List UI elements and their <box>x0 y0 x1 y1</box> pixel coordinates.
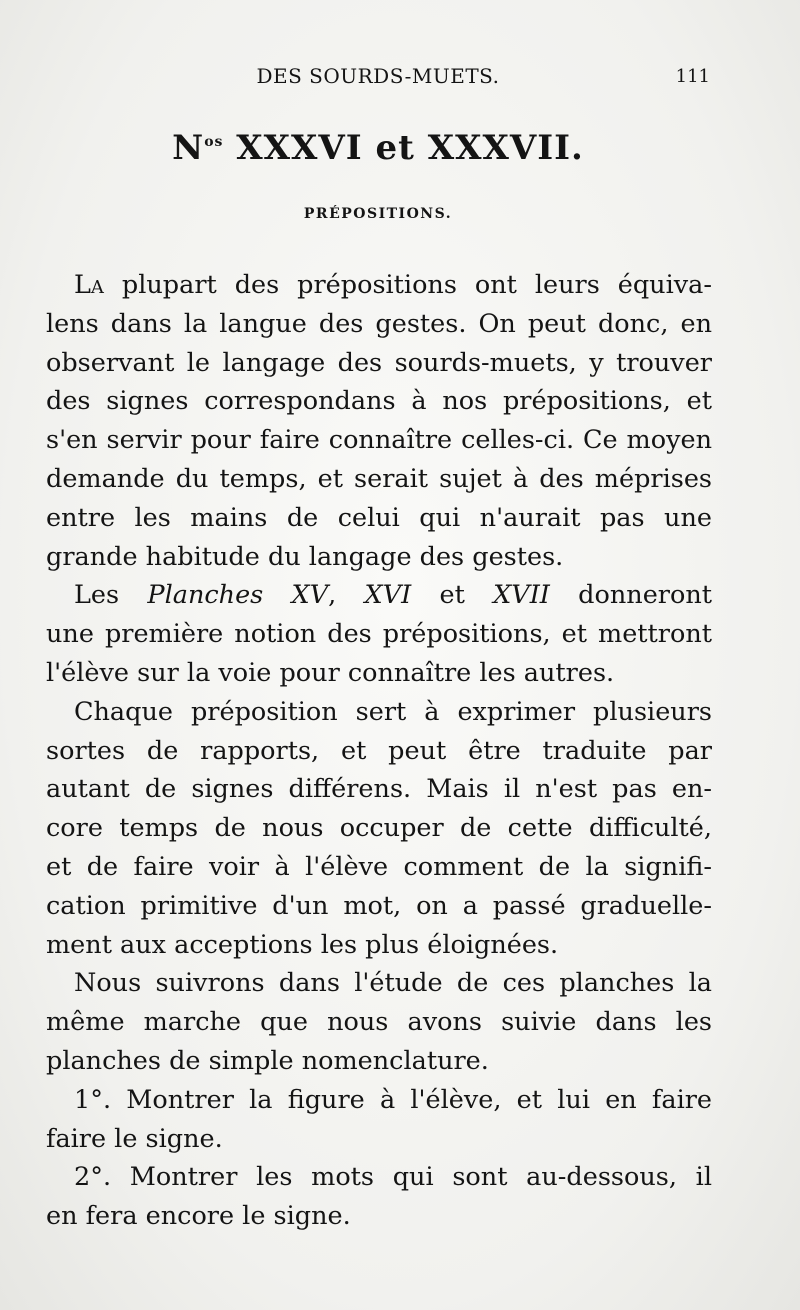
section-number-prefix: N <box>172 128 205 168</box>
page-number: 111 <box>675 66 710 87</box>
text-line: Chaque préposition sert à exprimer plusieurs <box>74 696 712 727</box>
line-text: Les <box>74 580 148 611</box>
text-line: Nous suivrons dans l'étude de ces planches la <box>74 968 712 999</box>
dropcap-word: La <box>74 270 104 300</box>
body-text <box>46 266 712 1236</box>
paragraph <box>46 964 712 1080</box>
line-text: et <box>411 580 494 611</box>
paragraph <box>46 693 712 965</box>
text-line: observant le langage des sourds-muets, y trouver <box>46 347 712 378</box>
plate-reference: XVI <box>364 580 412 611</box>
page-header <box>46 64 710 94</box>
text-line <box>46 266 712 305</box>
text-line: lens dans la langue des gestes. On peut donc, en <box>46 308 712 339</box>
text-line: et de faire voir à l'élève comment de la signifi- <box>46 851 712 882</box>
text-line: l'élève sur la voie pour connaître les autres. <box>46 657 615 688</box>
plate-reference: XVII <box>493 580 550 611</box>
text-line: faire le signe. <box>46 1123 223 1154</box>
text-line: une première notion des prépositions, et mettront <box>46 619 712 650</box>
text-line: ment aux acceptions les plus éloignées. <box>46 929 559 960</box>
section-number-sup: os <box>204 134 224 150</box>
paragraph <box>46 266 712 576</box>
paragraph <box>46 576 712 692</box>
text-line: cation primitive d'un mot, on a passé graduelle- <box>46 890 712 921</box>
line-text: donneront <box>549 580 713 611</box>
text-line: grande habitude du langage des gestes. <box>46 541 564 572</box>
text-line: des signes correspondans à nos prépositions, et <box>46 386 712 417</box>
text-line <box>46 576 712 615</box>
line-text: , <box>328 580 365 611</box>
text-line: en fera encore le signe. <box>46 1201 351 1232</box>
section-subtitle: PRÉPOSITIONS. <box>303 206 453 222</box>
text-line: entre les mains de celui qui n'aurait pas une <box>46 502 712 533</box>
line-text: plupart des prépositions ont leurs équiva- <box>103 270 712 300</box>
text-line: sortes de rapports, et peut être traduite par <box>46 735 712 766</box>
text-line: core temps de nous occuper de cette difficulté, <box>46 813 712 844</box>
plate-reference: Planches XV <box>147 580 329 611</box>
text-line: planches de simple nomenclature. <box>46 1045 489 1076</box>
paragraph <box>46 1081 712 1159</box>
paragraph <box>46 1158 712 1236</box>
running-head: DES SOURDS-MUETS. <box>256 64 500 88</box>
text-line: s'en servir pour faire connaître celles-ci. Ce moyen <box>46 425 712 456</box>
text-line: 2°. Montrer les mots qui sont au-dessous, il <box>74 1162 712 1193</box>
text-line: 1°. Montrer la figure à l'élève, et lui en faire <box>74 1084 712 1115</box>
text-line: demande du temps, et serait sujet à des méprises <box>46 463 712 494</box>
section-title-text: XXXVI et XXXVII. <box>236 128 584 168</box>
text-line: autant de signes différens. Mais il n'est pas en- <box>46 774 712 805</box>
text-line: même marche que nous avons suivie dans les <box>46 1007 712 1038</box>
section-title <box>46 128 710 168</box>
